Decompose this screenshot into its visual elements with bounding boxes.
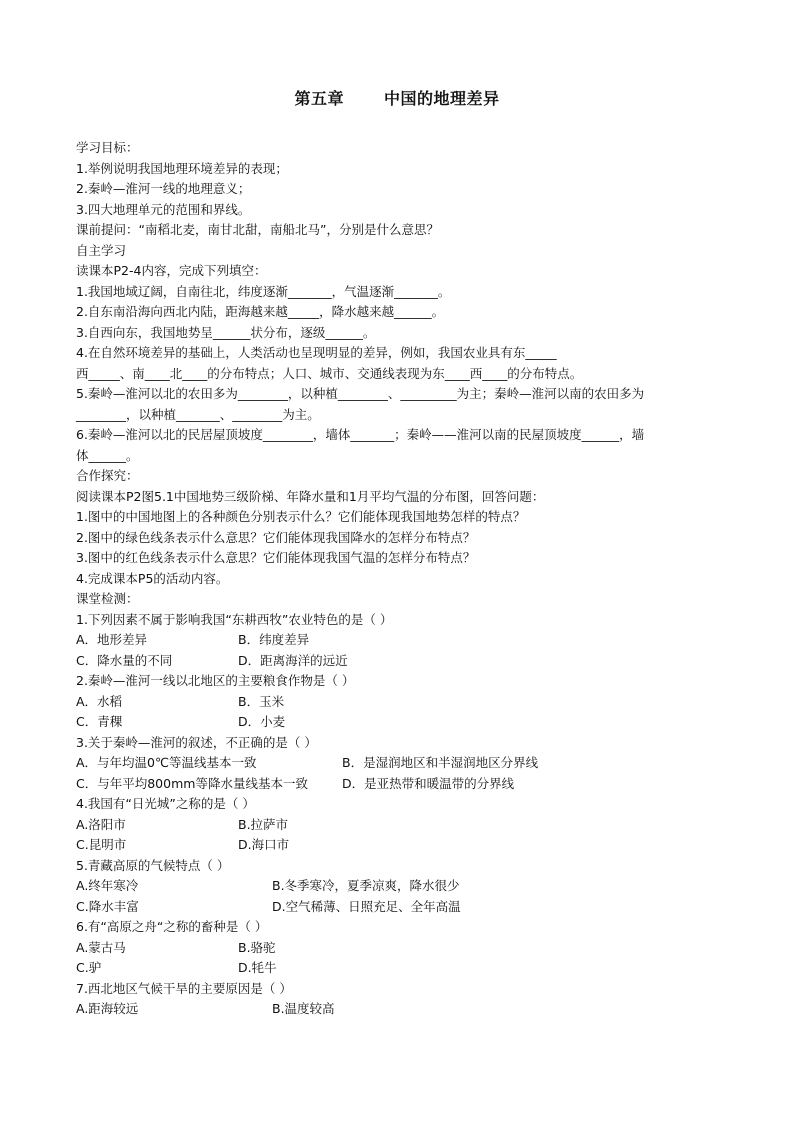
option-b: B.拉萨市: [238, 816, 289, 832]
cooperation-intro: 阅读课本P2图5.1中国地势三级阶梯、年降水量和1月平均气温的分布图，回答问题：: [76, 488, 545, 504]
option-b: B.冬季寒冷，夏季凉爽，降水很少: [272, 878, 460, 893]
goals-heading: 学习目标：: [76, 140, 139, 155]
cooperation-item-3: 3.图中的红色线条表示什么意思？它们能体现我国气温的怎样分布特点？: [76, 550, 476, 565]
option-b: B．是湿润地区和半湿润地区分界线: [342, 755, 539, 770]
option-b: B.骆驼: [238, 939, 276, 955]
test-heading: 课堂检测：: [76, 591, 139, 606]
fill-question-6-line-1: 6.秦岭—淮河以北的民居屋顶坡度________，墙体_______；秦岭——淮河以南的民屋顶坡度______，墙: [76, 427, 645, 442]
page-title: [0, 86, 794, 109]
fill-question-4-line-1: 4.在自然环境差异的基础上，人类活动也呈现明显的差异，例如，我国农业具有东_____: [76, 345, 557, 360]
test-options-row: [76, 897, 726, 918]
fill-question-5-line-2: ________，以种植_______、________为主。: [76, 406, 320, 422]
option-a: A．水稻: [76, 693, 123, 709]
test-question-1: 1.下列因素不属于影响我国“东耕西牧”农业特色的是（ ）: [76, 611, 393, 627]
option-d: D.海口市: [238, 837, 290, 852]
option-d: D.空气稀薄、日照充足、全年高温: [272, 898, 461, 914]
option-a: A.蒙古马: [76, 939, 126, 955]
cooperation-item-1: 1.图中的中国地图上的各种颜色分别表示什么？它们能体现我国地势怎样的特点？: [76, 509, 526, 524]
option-d: D．是亚热带和暖温带的分界线: [342, 775, 515, 791]
fill-question-4-line-2: 西_____、南____北____的分布特点；人口、城市、交通线表现为东____西____的分布特点。: [76, 365, 583, 381]
test-options-row: [76, 651, 726, 672]
option-a: A．地形差异: [76, 632, 148, 647]
option-b: B.温度较高: [272, 1001, 335, 1016]
option-a: A.终年寒冷: [76, 878, 139, 893]
test-question-6: 6.有“高原之舟“之称的畜种是（ ）: [76, 919, 268, 934]
worksheet-body: [76, 138, 726, 1020]
test-options-row: [76, 958, 726, 979]
option-a: A．与年均温0℃等温线基本一致: [76, 755, 257, 770]
test-options-row: [76, 999, 726, 1020]
option-a: A.洛阳市: [76, 816, 126, 832]
option-c: C．青稞: [76, 714, 123, 729]
fill-question-5-line-1: 5.秦岭—淮河以北的农田多为________，以种植________、_________为主；秦岭—淮河以南的农田多为: [76, 386, 645, 401]
cooperation-heading: 合作探究：: [76, 468, 139, 483]
fill-question-1: 1.我国地域辽阔，自南往北，纬度逐渐_______，气温逐渐_______。: [76, 283, 451, 299]
goal-item-3: 3.四大地理单元的范围和界线。: [76, 201, 251, 217]
goal-item-1: 1.举例说明我国地理环境差异的表现；: [76, 160, 288, 176]
test-options-row: [76, 630, 726, 651]
option-b: B．纬度差异: [238, 632, 310, 647]
test-options-row: [76, 815, 726, 836]
chapter-number: 第五章: [294, 89, 344, 108]
option-b: B．玉米: [238, 693, 285, 709]
cooperation-item-4: 4.完成课本P5的活动内容。: [76, 570, 229, 586]
fill-question-3: 3.自西向东，我国地势呈______状分布，逐级______。: [76, 324, 376, 340]
option-c: C.驴: [76, 960, 102, 975]
test-options-row: [76, 774, 726, 795]
test-question-7: 7.西北地区气候干旱的主要原因是（ ）: [76, 980, 292, 996]
option-d: D．距离海洋的远近: [238, 652, 348, 668]
test-question-2: 2.秦岭—淮河一线以北地区的主要粮食作物是（ ）: [76, 673, 355, 688]
goal-item-2: 2.秦岭—淮河一线的地理意义；: [76, 181, 251, 196]
test-options-row: [76, 938, 726, 959]
self-study-intro: 读课本P2-4内容，完成下列填空：: [76, 263, 267, 278]
fill-question-6-line-2: 体______。: [76, 447, 139, 463]
test-question-3: 3.关于秦岭—淮河的叙述，不正确的是（ ）: [76, 734, 317, 750]
option-c: C.降水丰富: [76, 898, 139, 914]
pre-class-question: 课前提问：“南稻北麦，南甘北甜，南船北马”，分别是什么意思？: [76, 222, 439, 237]
test-options-row: [76, 712, 726, 733]
cooperation-item-2: 2.图中的绿色线条表示什么意思？它们能体现我国降水的怎样分布特点？: [76, 529, 476, 545]
option-c: C．与年平均800mm等降水量线基本一致: [76, 775, 308, 791]
test-options-row: [76, 876, 726, 897]
test-question-4: 4.我国有“日光城”之称的是（ ）: [76, 796, 255, 811]
test-question-5: 5.青藏高原的气候特点（ ）: [76, 857, 230, 873]
option-a: A.距海较远: [76, 1001, 139, 1016]
test-options-row: [76, 753, 726, 774]
option-c: C.昆明市: [76, 837, 127, 852]
fill-question-2: 2.自东南沿海向西北内陆，距海越来越_____，降水越来越______。: [76, 304, 445, 319]
option-d: D.牦牛: [238, 960, 277, 975]
option-c: C．降水量的不同: [76, 652, 173, 668]
option-d: D．小麦: [238, 714, 286, 729]
self-study-heading: 自主学习: [76, 242, 127, 258]
chapter-name: 中国的地理差异: [384, 89, 500, 108]
test-options-row: [76, 835, 726, 856]
test-options-row: [76, 692, 726, 713]
